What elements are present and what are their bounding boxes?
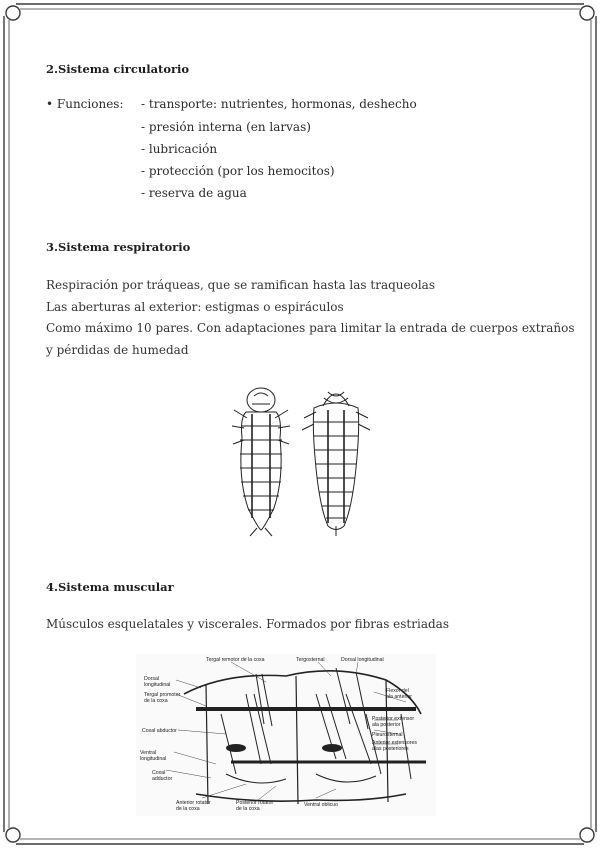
function-item: - protección (por los hemocitos) <box>141 164 335 178</box>
label-anterior-rotator: Anterior rotator de la coxa <box>176 800 211 812</box>
label-tergosternal: Tergosternal <box>296 657 325 663</box>
label-coxal-adductor: Coxal adductor <box>152 770 173 782</box>
label-dorsal-longitudinal-left: Dorsal longitudinal <box>144 676 171 688</box>
muscle-diagram <box>136 654 436 816</box>
label-flexor-ala: Flexor del ala anterior <box>386 688 412 700</box>
tracheal-system-illustration <box>228 378 378 538</box>
label-tergal-remotor: Tergal remotor de la coxa <box>206 657 265 663</box>
label-dorsal-longitudinal-top: Dorsal longitudinal <box>341 657 384 663</box>
function-item: - transporte: nutrientes, hormonas, deshecho <box>141 97 417 111</box>
label-pleurosternal: Pleurosternal <box>372 732 403 738</box>
label-posterior-rotator: Posterior rotator de la coxa <box>236 800 274 812</box>
label-posterior-extensor: Posterior extensor ala posterior <box>372 716 415 728</box>
label-ventral-longitudinal: Ventral longitudinal <box>140 750 167 762</box>
respiratory-line: Respiración por tráqueas, que se ramifican hasta las traqueolas <box>46 278 435 292</box>
function-item: - presión interna (en larvas) <box>141 120 311 134</box>
label-coxal-abductor: Coxal abductor <box>142 728 177 734</box>
respiratory-line: y pérdidas de humedad <box>46 343 189 357</box>
section-title-circulatory: 2.Sistema circulatorio <box>46 62 190 76</box>
respiratory-line: Como máximo 10 pares. Con adaptaciones para limitar la entrada de cuerpos extraños <box>46 321 575 335</box>
label-tergal-promotor: Tergal promotor de la coxa <box>144 692 181 704</box>
label-anterior-extensores: Anterior extensores alas posteriores <box>372 740 417 752</box>
muscular-line: Músculos esquelatales y viscerales. Formados por fibras estriadas <box>46 617 449 631</box>
respiratory-line: Las aberturas al exterior: estigmas o espiráculos <box>46 300 344 314</box>
functions-bullet-label: • Funciones: <box>46 97 124 111</box>
section-title-respiratory: 3.Sistema respiratorio <box>46 240 191 254</box>
label-ventral-oblicuo: Ventral oblicuo <box>304 802 339 808</box>
section-title-muscular: 4.Sistema muscular <box>46 580 174 594</box>
function-item: - reserva de agua <box>141 186 247 200</box>
function-item: - lubricación <box>141 142 218 156</box>
